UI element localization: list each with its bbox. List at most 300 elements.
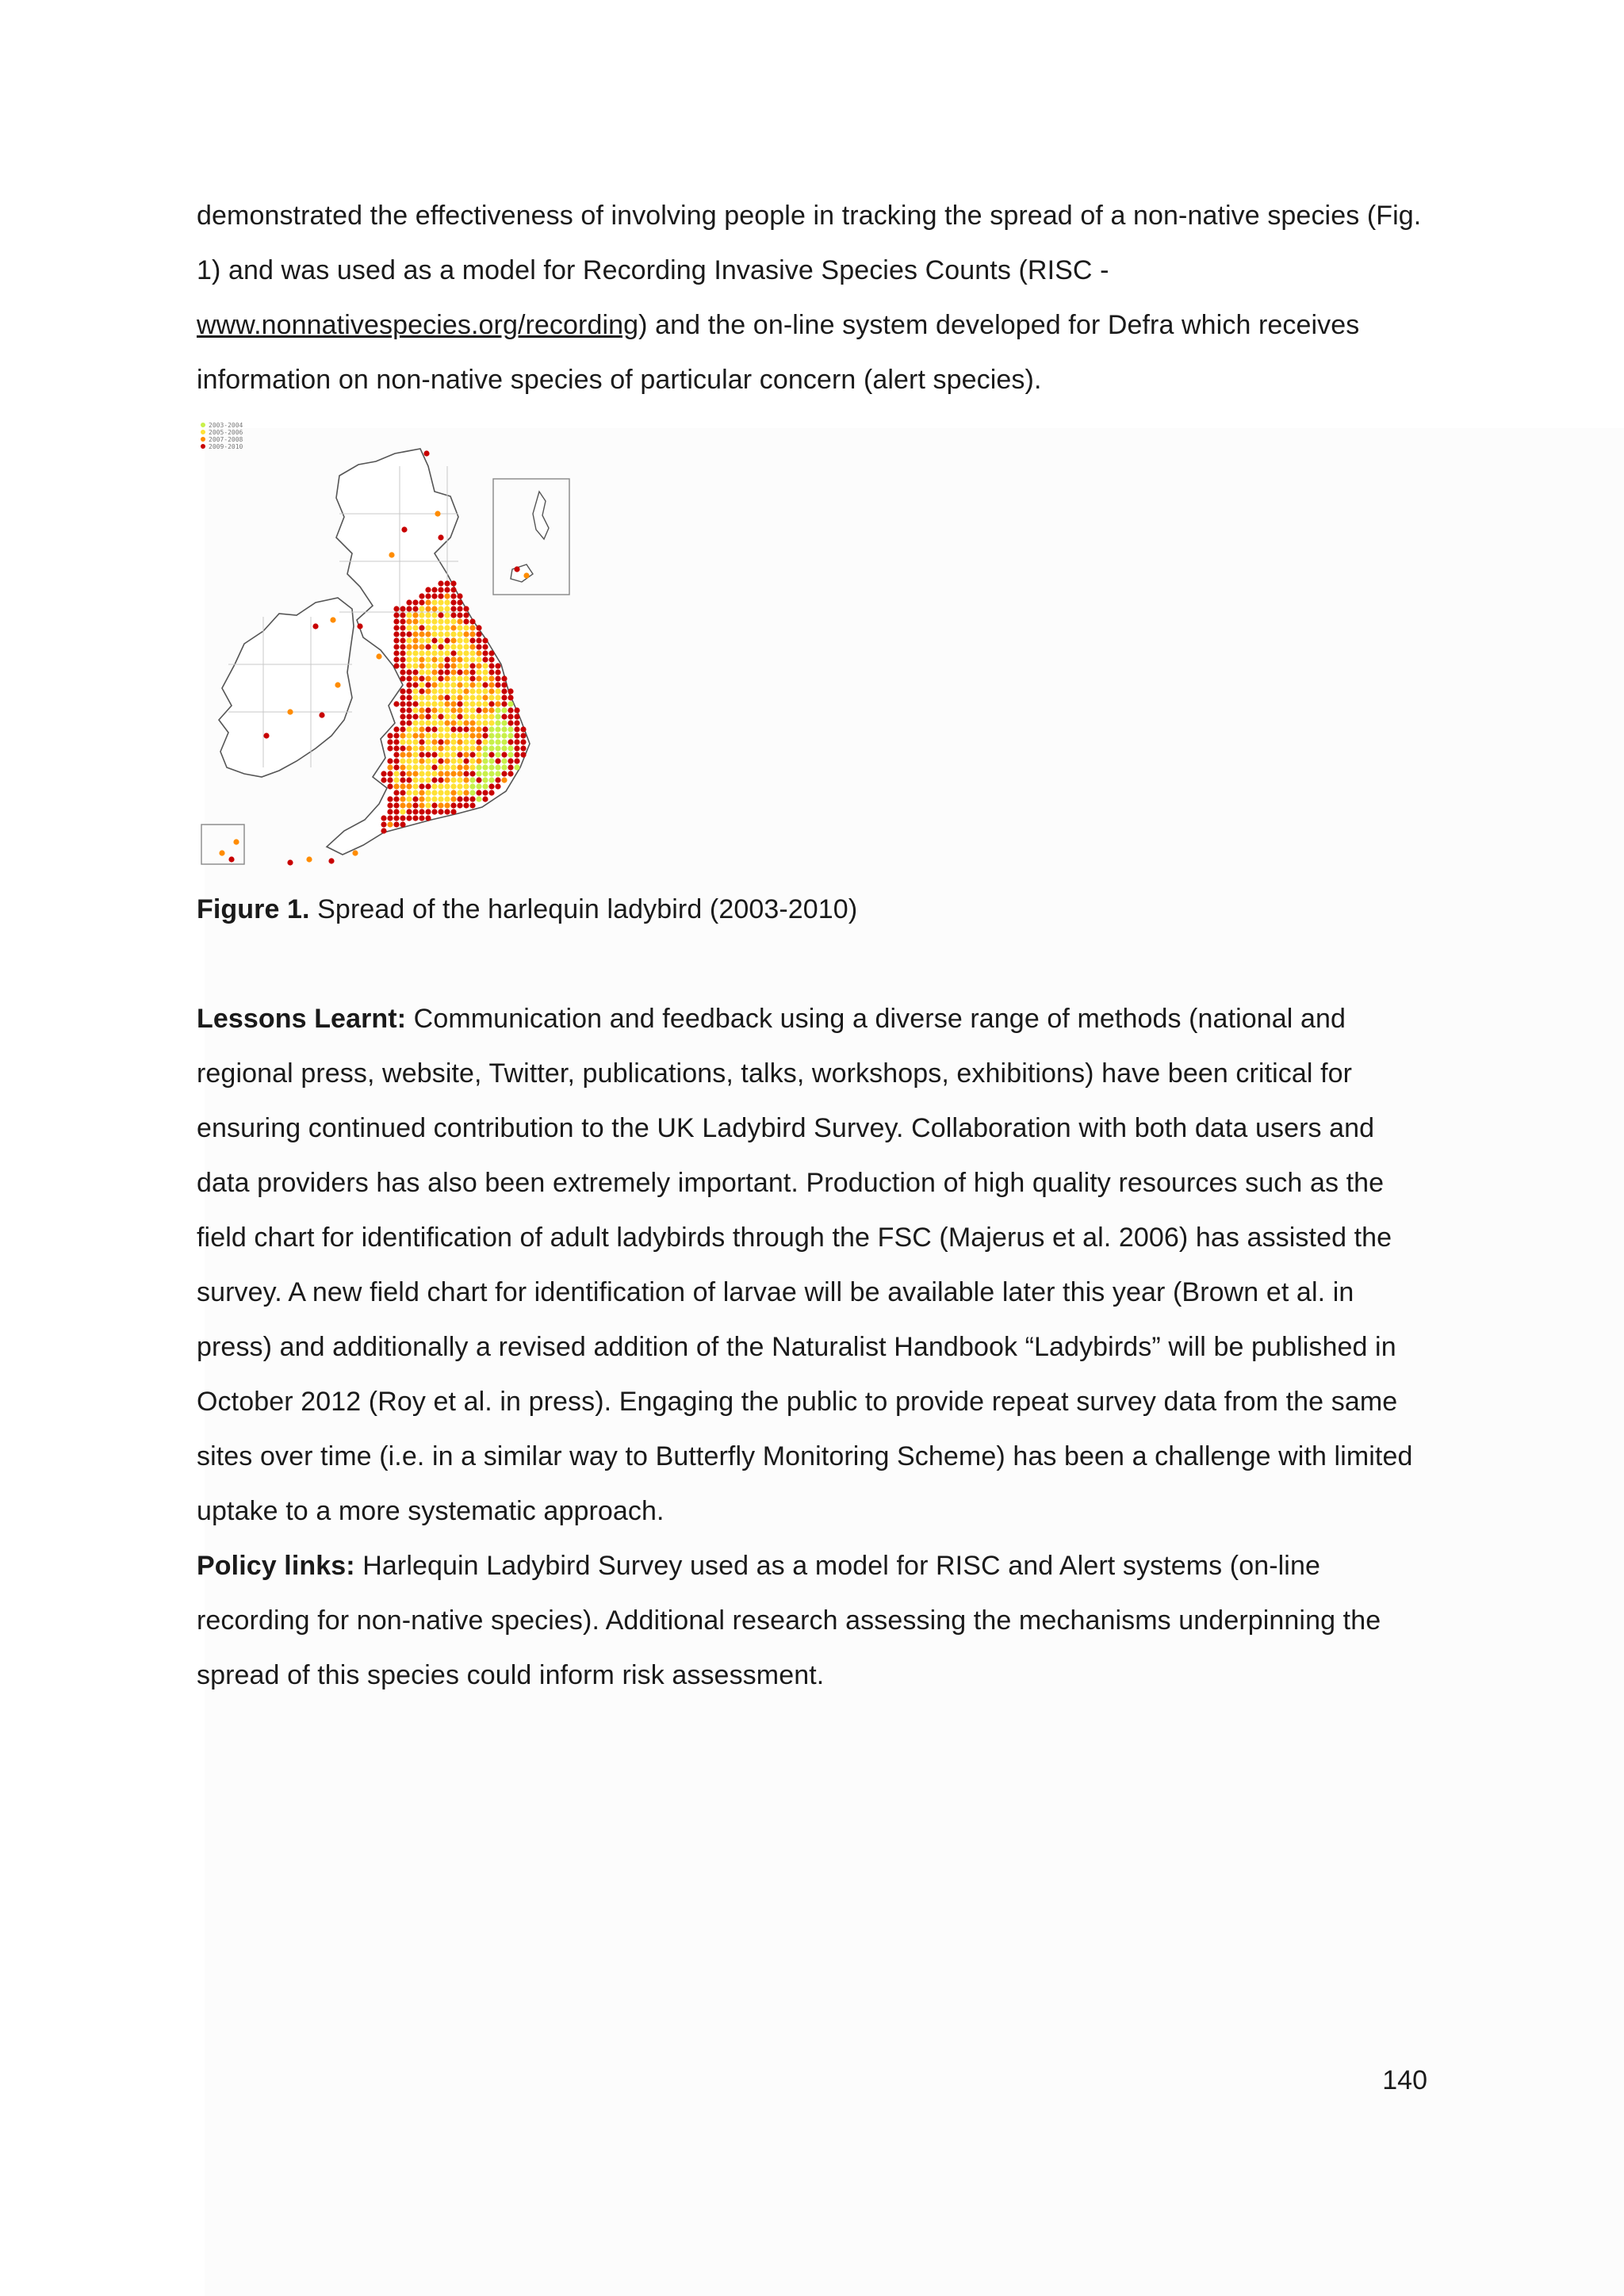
record-dot — [393, 650, 399, 656]
record-dot — [425, 714, 431, 719]
record-dot — [419, 733, 424, 738]
record-dot — [400, 771, 405, 776]
record-dot — [406, 771, 412, 776]
record-dot — [438, 758, 443, 763]
record-dot — [488, 650, 494, 656]
record-dot — [463, 726, 469, 732]
record-dot — [463, 777, 469, 783]
legend-label: 2005-2006 — [209, 429, 243, 436]
record-dot — [488, 720, 494, 725]
record-dot — [406, 656, 412, 662]
ireland-outline — [219, 598, 354, 777]
record-dot — [457, 790, 462, 795]
record-dot — [412, 745, 418, 751]
record-dot — [450, 656, 456, 662]
record-dot — [457, 599, 462, 605]
record-dot — [488, 695, 494, 700]
record-dot — [438, 534, 443, 540]
caption-text: Spread of the harlequin ladybird (2003-2010) — [309, 894, 858, 924]
record-dot — [419, 783, 424, 789]
record-dot — [425, 631, 431, 637]
record-dot — [476, 733, 481, 738]
record-dot — [501, 739, 507, 744]
record-dot — [482, 675, 488, 681]
record-dot — [400, 701, 405, 706]
record-dot — [514, 726, 519, 732]
record-dot — [444, 644, 450, 649]
record-dot — [482, 695, 488, 700]
record-dot — [450, 695, 456, 700]
record-dot — [393, 796, 399, 802]
record-dot — [412, 802, 418, 808]
record-dot — [469, 790, 475, 795]
record-dot — [406, 650, 412, 656]
record-dot — [495, 771, 500, 776]
record-dot — [476, 701, 481, 706]
record-dot — [431, 745, 437, 751]
record-dot — [482, 644, 488, 649]
record-dot — [482, 796, 488, 802]
record-dot — [495, 669, 500, 675]
record-dot — [400, 663, 405, 668]
record-dot — [444, 612, 450, 618]
record-dot — [514, 714, 519, 719]
record-dot — [450, 580, 456, 586]
record-dot — [444, 663, 450, 668]
record-dot — [438, 663, 443, 668]
record-dot — [431, 733, 437, 738]
record-dot — [450, 625, 456, 630]
record-dot — [438, 587, 443, 592]
record-dot — [393, 663, 399, 668]
record-dot — [488, 726, 494, 732]
record-dot — [463, 714, 469, 719]
record-dot — [495, 675, 500, 681]
record-dot — [476, 663, 481, 668]
record-dot — [469, 726, 475, 732]
record-dot — [376, 653, 381, 659]
record-dot — [476, 777, 481, 783]
record-dot — [387, 796, 393, 802]
record-dot — [387, 758, 393, 763]
record-dot — [400, 631, 405, 637]
record-dot — [469, 656, 475, 662]
record-dot — [425, 752, 431, 757]
record-dot — [444, 720, 450, 725]
record-dot — [412, 758, 418, 763]
record-dot — [431, 656, 437, 662]
distribution-map — [197, 419, 577, 872]
record-dot — [425, 783, 431, 789]
record-dot — [438, 580, 443, 586]
record-dot — [381, 815, 386, 821]
record-dot — [508, 752, 513, 757]
record-dot — [482, 663, 488, 668]
record-dot — [450, 796, 456, 802]
record-dot — [457, 631, 462, 637]
record-dot — [469, 701, 475, 706]
record-dot — [393, 815, 399, 821]
record-dot — [469, 802, 475, 808]
record-dot — [444, 587, 450, 592]
record-dot — [444, 739, 450, 744]
record-dot — [400, 739, 405, 744]
record-dot — [501, 758, 507, 763]
record-dot — [463, 707, 469, 713]
record-dot — [457, 644, 462, 649]
record-dot — [387, 783, 393, 789]
record-dot — [457, 802, 462, 808]
record-dot — [393, 644, 399, 649]
record-dot — [228, 856, 234, 862]
record-dot — [469, 720, 475, 725]
record-dot — [412, 815, 418, 821]
record-dot — [425, 663, 431, 668]
record-dot — [450, 675, 456, 681]
record-dot — [508, 739, 513, 744]
record-dot — [450, 612, 456, 618]
record-dot — [457, 771, 462, 776]
record-dot — [495, 752, 500, 757]
record-dot — [501, 764, 507, 770]
record-dot — [431, 701, 437, 706]
record-dot — [450, 650, 456, 656]
record-dot — [387, 809, 393, 814]
record-dot — [438, 783, 443, 789]
record-dot — [508, 726, 513, 732]
record-dot — [450, 669, 456, 675]
record-dot — [482, 669, 488, 675]
record-dot — [419, 612, 424, 618]
record-dot — [419, 707, 424, 713]
record-dot — [419, 618, 424, 624]
record-dot — [400, 612, 405, 618]
record-dot — [419, 650, 424, 656]
record-dot — [419, 695, 424, 700]
caption-label: Figure 1. — [197, 894, 310, 924]
record-dot — [425, 764, 431, 770]
page-number: 140 — [1382, 2065, 1427, 2095]
record-dot — [488, 752, 494, 757]
record-dot — [425, 688, 431, 694]
record-dot — [438, 675, 443, 681]
record-dot — [444, 688, 450, 694]
record-dot — [457, 695, 462, 700]
record-dot — [419, 644, 424, 649]
record-dot — [438, 707, 443, 713]
record-dot — [488, 783, 494, 789]
record-dot — [482, 714, 488, 719]
record-dot — [495, 758, 500, 763]
record-dot — [406, 809, 412, 814]
record-dot — [431, 771, 437, 776]
record-dot — [488, 656, 494, 662]
record-dot — [482, 720, 488, 725]
record-dot — [476, 758, 481, 763]
record-dot — [330, 617, 335, 622]
record-dot — [457, 650, 462, 656]
record-dot — [469, 796, 475, 802]
record-dot — [450, 599, 456, 605]
record-dot — [419, 599, 424, 605]
record-dot — [444, 764, 450, 770]
record-dot — [469, 707, 475, 713]
record-dot — [412, 771, 418, 776]
record-dot — [469, 675, 475, 681]
record-dot — [431, 631, 437, 637]
record-dot — [508, 745, 513, 751]
record-dot — [457, 606, 462, 611]
record-dot — [425, 650, 431, 656]
record-dot — [450, 720, 456, 725]
record-dot — [450, 726, 456, 732]
record-dot — [400, 790, 405, 795]
record-dot — [444, 790, 450, 795]
record-dot — [406, 758, 412, 763]
record-dot — [476, 682, 481, 687]
record-dot — [406, 790, 412, 795]
record-dot — [393, 745, 399, 751]
record-dot — [444, 650, 450, 656]
record-dot — [476, 752, 481, 757]
record-dot — [419, 758, 424, 763]
record-dot — [352, 850, 358, 855]
record-dot — [400, 707, 405, 713]
record-dot — [425, 745, 431, 751]
record-dot — [406, 695, 412, 700]
record-dot — [450, 701, 456, 706]
record-dot — [514, 566, 519, 572]
shetland-outline — [533, 492, 549, 539]
record-dot — [425, 695, 431, 700]
record-dot — [463, 656, 469, 662]
record-dot — [444, 669, 450, 675]
record-dot — [431, 650, 437, 656]
record-dot — [482, 764, 488, 770]
record-dot — [393, 631, 399, 637]
record-dot — [406, 783, 412, 789]
record-dot — [406, 606, 412, 611]
record-dot — [412, 714, 418, 719]
record-dot — [463, 650, 469, 656]
record-dot — [389, 552, 394, 557]
record-dot — [457, 593, 462, 599]
record-dot — [419, 739, 424, 744]
record-dot — [488, 707, 494, 713]
record-dot — [457, 682, 462, 687]
record-dot — [501, 695, 507, 700]
record-dot — [463, 739, 469, 744]
record-dot — [438, 764, 443, 770]
record-dot — [482, 656, 488, 662]
record-dot — [400, 637, 405, 643]
record-dot — [400, 758, 405, 763]
record-dot — [412, 752, 418, 757]
record-dot — [425, 707, 431, 713]
record-dot — [450, 764, 456, 770]
record-dot — [508, 714, 513, 719]
record-dot — [306, 856, 312, 862]
record-dot — [393, 733, 399, 738]
record-dot — [412, 606, 418, 611]
record-dot — [335, 682, 340, 687]
policy-paragraph — [197, 1539, 1434, 1703]
record-dot — [450, 733, 456, 738]
record-dot — [419, 656, 424, 662]
record-dot — [514, 764, 519, 770]
record-dot — [457, 637, 462, 643]
record-dot — [419, 593, 424, 599]
record-dot — [450, 802, 456, 808]
record-dot — [412, 612, 418, 618]
record-dot — [425, 758, 431, 763]
record-dot — [457, 783, 462, 789]
record-dot — [438, 618, 443, 624]
record-dot — [393, 809, 399, 814]
record-dot — [393, 777, 399, 783]
record-dot — [469, 733, 475, 738]
record-dot — [400, 688, 405, 694]
record-dot — [393, 758, 399, 763]
record-dot — [469, 688, 475, 694]
record-dot — [438, 752, 443, 757]
record-dot — [450, 758, 456, 763]
record-dot — [444, 656, 450, 662]
record-dot — [393, 701, 399, 706]
record-dot — [482, 739, 488, 744]
record-dot — [400, 656, 405, 662]
record-dot — [438, 796, 443, 802]
record-dot — [406, 815, 412, 821]
record-dot — [393, 618, 399, 624]
record-dot — [482, 726, 488, 732]
record-dot — [400, 606, 405, 611]
shetland-inset-frame — [493, 479, 569, 595]
record-dot — [431, 707, 437, 713]
legend-swatch — [201, 430, 205, 434]
record-dot — [501, 752, 507, 757]
record-dot — [400, 714, 405, 719]
record-dot — [406, 720, 412, 725]
record-dot — [523, 572, 529, 578]
record-dot — [393, 637, 399, 643]
record-dot — [419, 777, 424, 783]
record-dot — [495, 777, 500, 783]
record-dot — [457, 656, 462, 662]
record-dot — [400, 802, 405, 808]
record-dot — [400, 720, 405, 725]
record-dot — [476, 625, 481, 630]
record-dot — [488, 777, 494, 783]
record-dot — [482, 637, 488, 643]
record-dot — [393, 656, 399, 662]
record-dot — [463, 802, 469, 808]
record-dot — [438, 771, 443, 776]
record-dot — [495, 682, 500, 687]
record-dot — [393, 752, 399, 757]
record-dot — [438, 688, 443, 694]
record-dot — [431, 695, 437, 700]
record-dot — [412, 618, 418, 624]
record-dot — [488, 758, 494, 763]
record-dot — [425, 777, 431, 783]
record-dot — [469, 714, 475, 719]
record-dot — [463, 733, 469, 738]
record-dot — [482, 650, 488, 656]
record-dot — [457, 714, 462, 719]
record-dot — [469, 783, 475, 789]
record-dot — [419, 682, 424, 687]
record-dot — [450, 637, 456, 643]
record-dot — [514, 720, 519, 725]
record-dot — [476, 720, 481, 725]
record-dot — [431, 669, 437, 675]
record-dot — [425, 726, 431, 732]
record-dot — [520, 745, 526, 751]
record-dot — [312, 623, 318, 629]
record-dot — [444, 752, 450, 757]
record-dot — [400, 733, 405, 738]
record-dot — [393, 606, 399, 611]
record-dot — [412, 599, 418, 605]
record-dot — [431, 726, 437, 732]
intro-text-2: ) and the on-line system developed for Defra which receives information on non-native species of particular concern (alert species). — [197, 310, 1360, 395]
record-dot — [431, 675, 437, 681]
record-dot — [400, 695, 405, 700]
record-dot — [419, 637, 424, 643]
record-dot — [387, 764, 393, 770]
record-dot — [463, 675, 469, 681]
record-dot — [425, 644, 431, 649]
record-dot — [469, 777, 475, 783]
record-dot — [438, 656, 443, 662]
record-dot — [393, 764, 399, 770]
record-dot — [400, 752, 405, 757]
record-dot — [520, 752, 526, 757]
record-dot — [508, 771, 513, 776]
legend-swatch — [201, 423, 205, 427]
record-dot — [469, 631, 475, 637]
record-dot — [431, 618, 437, 624]
record-dot — [469, 650, 475, 656]
record-dot — [463, 688, 469, 694]
record-dot — [400, 726, 405, 732]
record-dot — [488, 733, 494, 738]
record-dot — [400, 669, 405, 675]
record-dot — [387, 777, 393, 783]
record-dot — [476, 796, 481, 802]
record-dot — [431, 637, 437, 643]
record-dot — [393, 821, 399, 827]
record-dot — [431, 783, 437, 789]
record-dot — [393, 739, 399, 744]
record-dot — [400, 796, 405, 802]
record-dot — [425, 637, 431, 643]
legend-label: 2003-2004 — [209, 422, 243, 429]
record-dot — [463, 764, 469, 770]
record-dot — [431, 688, 437, 694]
recording-link[interactable]: www.nonnativespecies.org/recording — [197, 310, 639, 340]
record-dot — [501, 714, 507, 719]
record-dot — [476, 764, 481, 770]
record-dot — [419, 720, 424, 725]
policy-text: Harlequin Ladybird Survey used as a model for RISC and Alert systems (on-line recording for non-native species). Additional research assessing the mechanisms underpinning the spread of this species could inform risk assessment. — [197, 1551, 1381, 1690]
record-dot — [444, 625, 450, 630]
record-dot — [476, 688, 481, 694]
record-dot — [508, 707, 513, 713]
record-dot — [444, 682, 450, 687]
record-dot — [482, 707, 488, 713]
